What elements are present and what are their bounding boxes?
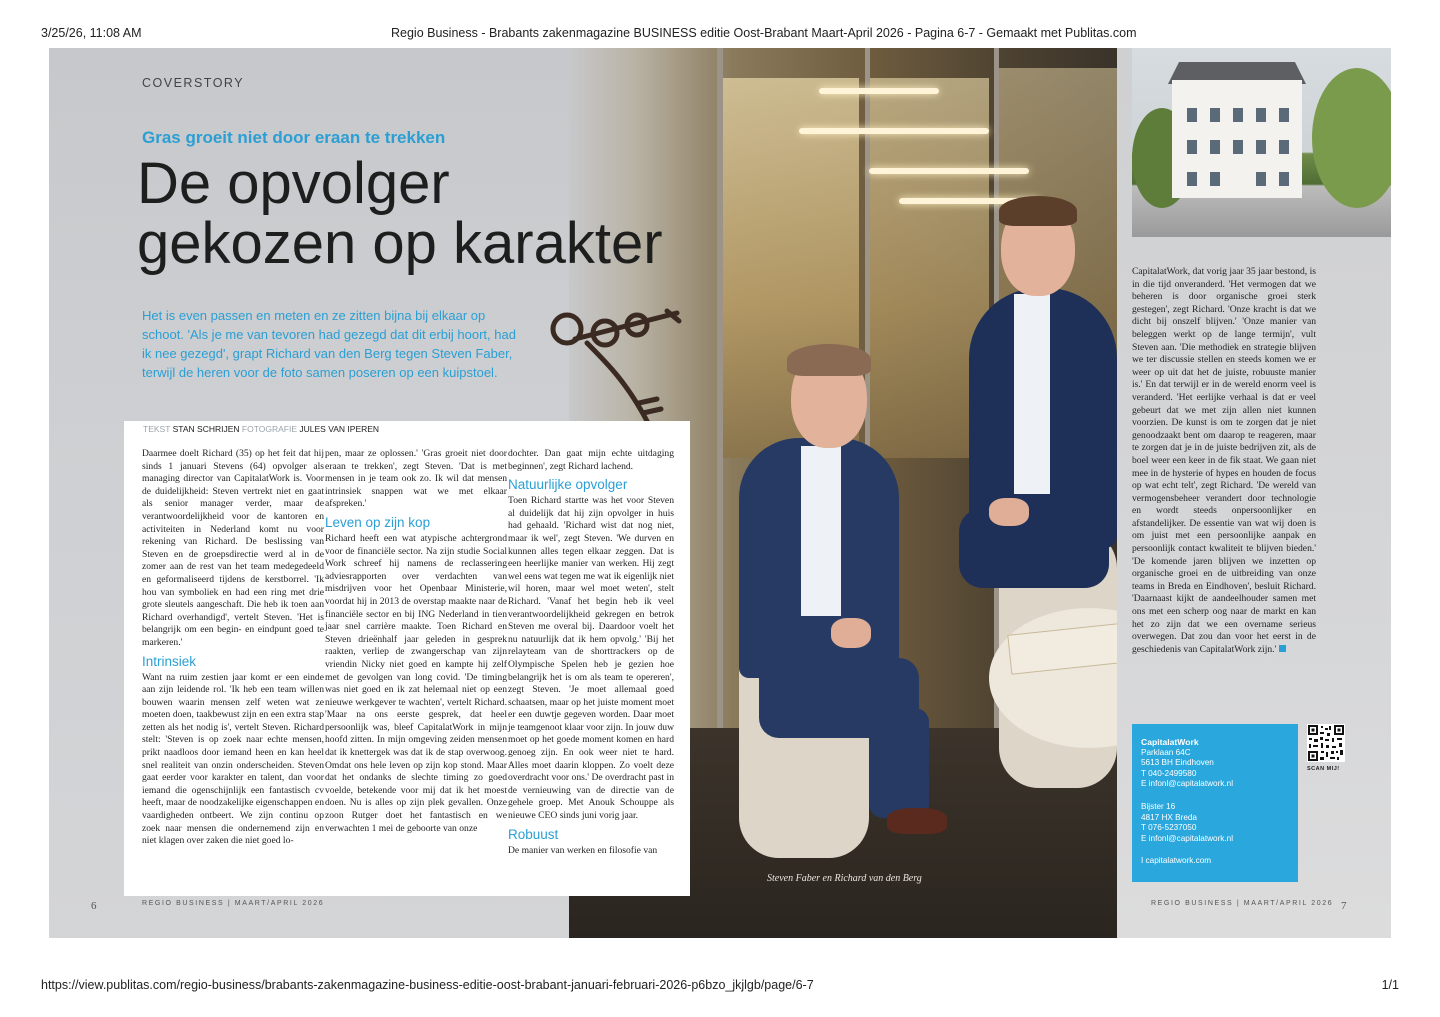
keys-icon [527, 303, 687, 433]
contact-email-link[interactable]: E infonl@capitalatwork.nl [1141, 779, 1234, 789]
section-heading: Intrinsiek [142, 653, 197, 669]
contact-website-link[interactable]: I capitalatwork.com [1141, 856, 1212, 866]
photo-caption: Steven Faber en Richard van den Berg [767, 873, 922, 884]
print-header [41, 26, 1399, 42]
article-column-2: pen, maar ze oplossen.' 'Gras groeit niet door eraan te trekken', zegt Steven. 'Dat is met mensen in je team ook zo. Ik wil dat mensen intrinsiek snappen wat we met elkaar afspreken.' Leven op zijn kop Richard heeft een wat atypische achtergrond voor de financiële sector. Na zijn studie Social Work schreef hij namens de reclassering adviesrapporten over verdachten van misdrijven voor het Openbaar Ministerie, voordat hij in 2013 de overstap maakte naar de financiële sector en bij ING Nederland in tien jaar snel carrière maakte. Toen Richard en Steven drieënhalf jaar geleden in gesprek raakten, verliep de zwangerschap van zijn vriendin Nicky niet goed en kampte hij zelf met de gevolgen van long covid. 'De timing was niet goed en ik zat helemaal niet op een nieuwe werkgever te wachten', vertelt Richard. 'Maar na ons eerste gesprek, dat heel persoonlijk was, bleef CapitalatWork in mijn hoofd zitten. In mijn omgeving zeiden mensen dat ik knettergek was dat ik de stap overwoog. Omdat ons hele leven op zijn kop stond. Maar dat het ondanks de slechte timing zo goed voelde, betekende voor mij dat ik het moest doen. Nu is alles op zijn plek gevallen. Onze zoon Rutger doet het fantastisch en we verwachten 1 mei de geboorte van onze [325, 448, 507, 834]
author: STAN SCHRIJEN [172, 424, 240, 434]
qr-label: SCAN MIJ! [1307, 766, 1340, 772]
section-heading: Leven op zijn kop [325, 514, 431, 530]
headline-line-1: De opvolger [137, 151, 450, 216]
section-kicker: COVERSTORY [142, 76, 245, 90]
print-datetime: 3/25/26, 11:08 AM [41, 26, 142, 40]
article-column-4: CapitalatWork, dat vorig jaar 35 jaar bestond, is in die tijd onveranderd. 'Het vermogen dat we beheren is door organische groei sterk gestegen', zegt Richard. 'Onze kracht is dat we dicht bij onszelf blijven.' 'Onze manier van beleggen werkt op de lange termijn', vult Steven aan. 'Die methodiek en strategie blijven we ter discussie stellen en steeds komen we er weer op uit dat het de juiste, robuuste manier is.' En dat terwijl er in de wereld enorm veel is veranderd. 'Het eerlijke verhaal is dat er veel gebeurt dat we met zijn allen niet kunnen voorzien. De kunst is om te zorgen dat je niet genoodzaakt bent om daarop te reageren, maar te zorgen dat je in de juiste bedrijven zit, als de boel weer een keer in de fik staat. We gaan niet mee in de hysterie of hypes en houden de focus op wat echt telt', zegt Richard. 'De wereld van vermogensbeheer verandert door technologie en wordt steeds onpersoonlijker en afstandelijker. De essentie van wat wij doen is om juist met een persoonlijke aanpak en persoonlijk contact kwaliteit te blijven bieden.' 'De komende jaren blijven we inzetten op organische groei en de uitbreiding van onze teams in Breda en Eindhoven', besluit Richard. 'Daarnaast kijkt de aandeelhouder samen met ons met een scherp oog naar de markt en kan het zo zijn dat we een overname serieus overwegen. Dat zou dan voor het eerst in de geschiedenis van CapitalatWork zijn.' [1132, 266, 1316, 655]
subheadline: Gras groeit niet door eraan te trekken [142, 128, 446, 147]
section-heading: Robuust [508, 826, 559, 842]
print-url: https://view.publitas.com/regio-business/brabants-zakenmagazine-business-editie-oost-brabant-januari-februari-2026-p6bzo_jkjlgb/page/6-7 [41, 978, 814, 992]
photographer: JULES VAN IPEREN [299, 424, 380, 434]
print-title: Regio Business - Brabants zakenmagazine BUSINESS editie Oost-Brabant Maart-April 2026 - Pagina 6-7 - Gemaakt met Publitas.com [391, 26, 1137, 40]
contact-company: CapitalatWork [1141, 737, 1199, 747]
article-column-3: dochter. Dan gaat mijn echte uitdaging beginnen', zegt Richard lachend. Natuurlijke opvolger Toen Richard startte was het voor Steven al duidelijk dat hij zijn opvolger in huis had gehaald. 'Richard wist dat nog niet, maar ik wel', zegt Steven. 'We durven en kunnen alles tegen elkaar zeggen. Dat is een heerlijke manier van werken. Hij zegt wel eens wat tegen me wat ik eigenlijk niet wil horen, maar wel moet weten', stelt Richard. 'Vanaf het begin heb ik veel verantwoordelijkheid gekregen en betrok Steven me overal bij. Daardoor voelt het nu natuurlijk dat ik hem opvolg.' 'Bij het relayteam van de shorttrackers op de Olympische Spelen heb je gezien hoe belangrijk het is om als team te opereren', zegt Steven. 'Je moet allemaal goed schaatsen, maar op het juiste moment moet er een duwtje gegeven worden. Daar moet je teamgenoot klaar voor zijn. In jouw duw moet op het goede moment komen en hard genoeg zijn. En ook weer niet te hard. Alles moet daarin kloppen. Zo voelt deze overdracht voor ons.' De overdracht past in de vernieuwing van de directie van de gehele groep. Met Anouk Schouppe als nieuwe CEO sinds juni vorig jaar. Robuust De manier van werken en filosofie van [508, 448, 674, 856]
section-heading: Natuurlijke opvolger [508, 477, 628, 493]
contact-email-link[interactable]: E infonl@capitalatwork.nl [1141, 833, 1234, 843]
qr-code-icon[interactable] [1307, 724, 1345, 762]
headline [137, 151, 663, 276]
lead-paragraph: Het is even passen en meten en ze zitten bijna bij elkaar op schoot. 'Als je me van tevoren had gezegd dat dit erbij hoort, had ik nee gezegd', grapt Richard van den Berg tegen Steven Faber, terwijl de heren voor de foto samen poseren op een kuipstoel. [142, 308, 516, 380]
print-page-count: 1/1 [1381, 978, 1399, 992]
page-number-left: 6 [91, 900, 97, 912]
building-photo [1132, 48, 1391, 237]
article-column-1: Daarmee doelt Richard (35) op het feit dat hij sinds 1 januari Stevens (64) opvolger als managing director van CapitalatWork is. Voor de duidelijkheid: Steven vertrekt niet en gaat als senior manager verder, maar de verantwoordelijkheid voor de kantoren en activiteiten in Nederland komt nu voor rekening van Richard. De beslissing van Steven en de groepsdirectie werd al in de zomer aan de rest van het team medegedeeld en geformaliseerd tijdens de kerstborrel. 'Ik hou van symboliek en had een ring met drie grote sleutels aangeschaft. Die heb ik toen aan Richard overhandigd', vertelt Steven. 'Het is belangrijk om een begin- en eindpunt goed te markeren.' Intrinsiek Want na ruim zestien jaar komt er een einde aan zijn leidende rol. 'Ik heb een team willen bouwen waarin mensen zelf weten wat ze moeten doen, taakbewust zijn en een extra stap zetten als het nodig is', vertelt Steven. Richard stelt: 'Steven is op zoek naar echte mensen, prikt naadloos door iemand heen en kan heel snel realiteit van onzin onderscheiden. Steven gaat eerder voor karakter en talent, dan voor iemand die ogenschijnlijk een fantastisch cv heeft, maar de noodzakelijke eigenschappen en vaardigheden ontbeert. We zijn continu op zoek naar mensen die ondernemend zijn en niet klagen over zaken die niet goed lo- [142, 448, 324, 847]
contact-box: CapitalatWork Parklaan 64C 5613 BH Eindhoven T 040-2499580 E infonl@capitalatwork.nl Bijster 16 4817 HX Breda T 076-5237050 E infonl@capitalatwork.nl I capitalatwork.com [1132, 724, 1298, 882]
magazine-spread [49, 48, 1391, 938]
folio-left: REGIO BUSINESS | MAART/APRIL 2026 [142, 900, 325, 907]
byline: TEKST STAN SCHRIJEN FOTOGRAFIE JULES VAN IPEREN [143, 424, 380, 434]
page-number-right: 7 [1341, 900, 1347, 912]
headline-line-2: gekozen op karakter [137, 211, 663, 276]
end-mark-icon [1279, 645, 1286, 652]
folio-right: REGIO BUSINESS | MAART/APRIL 2026 [1151, 900, 1334, 907]
